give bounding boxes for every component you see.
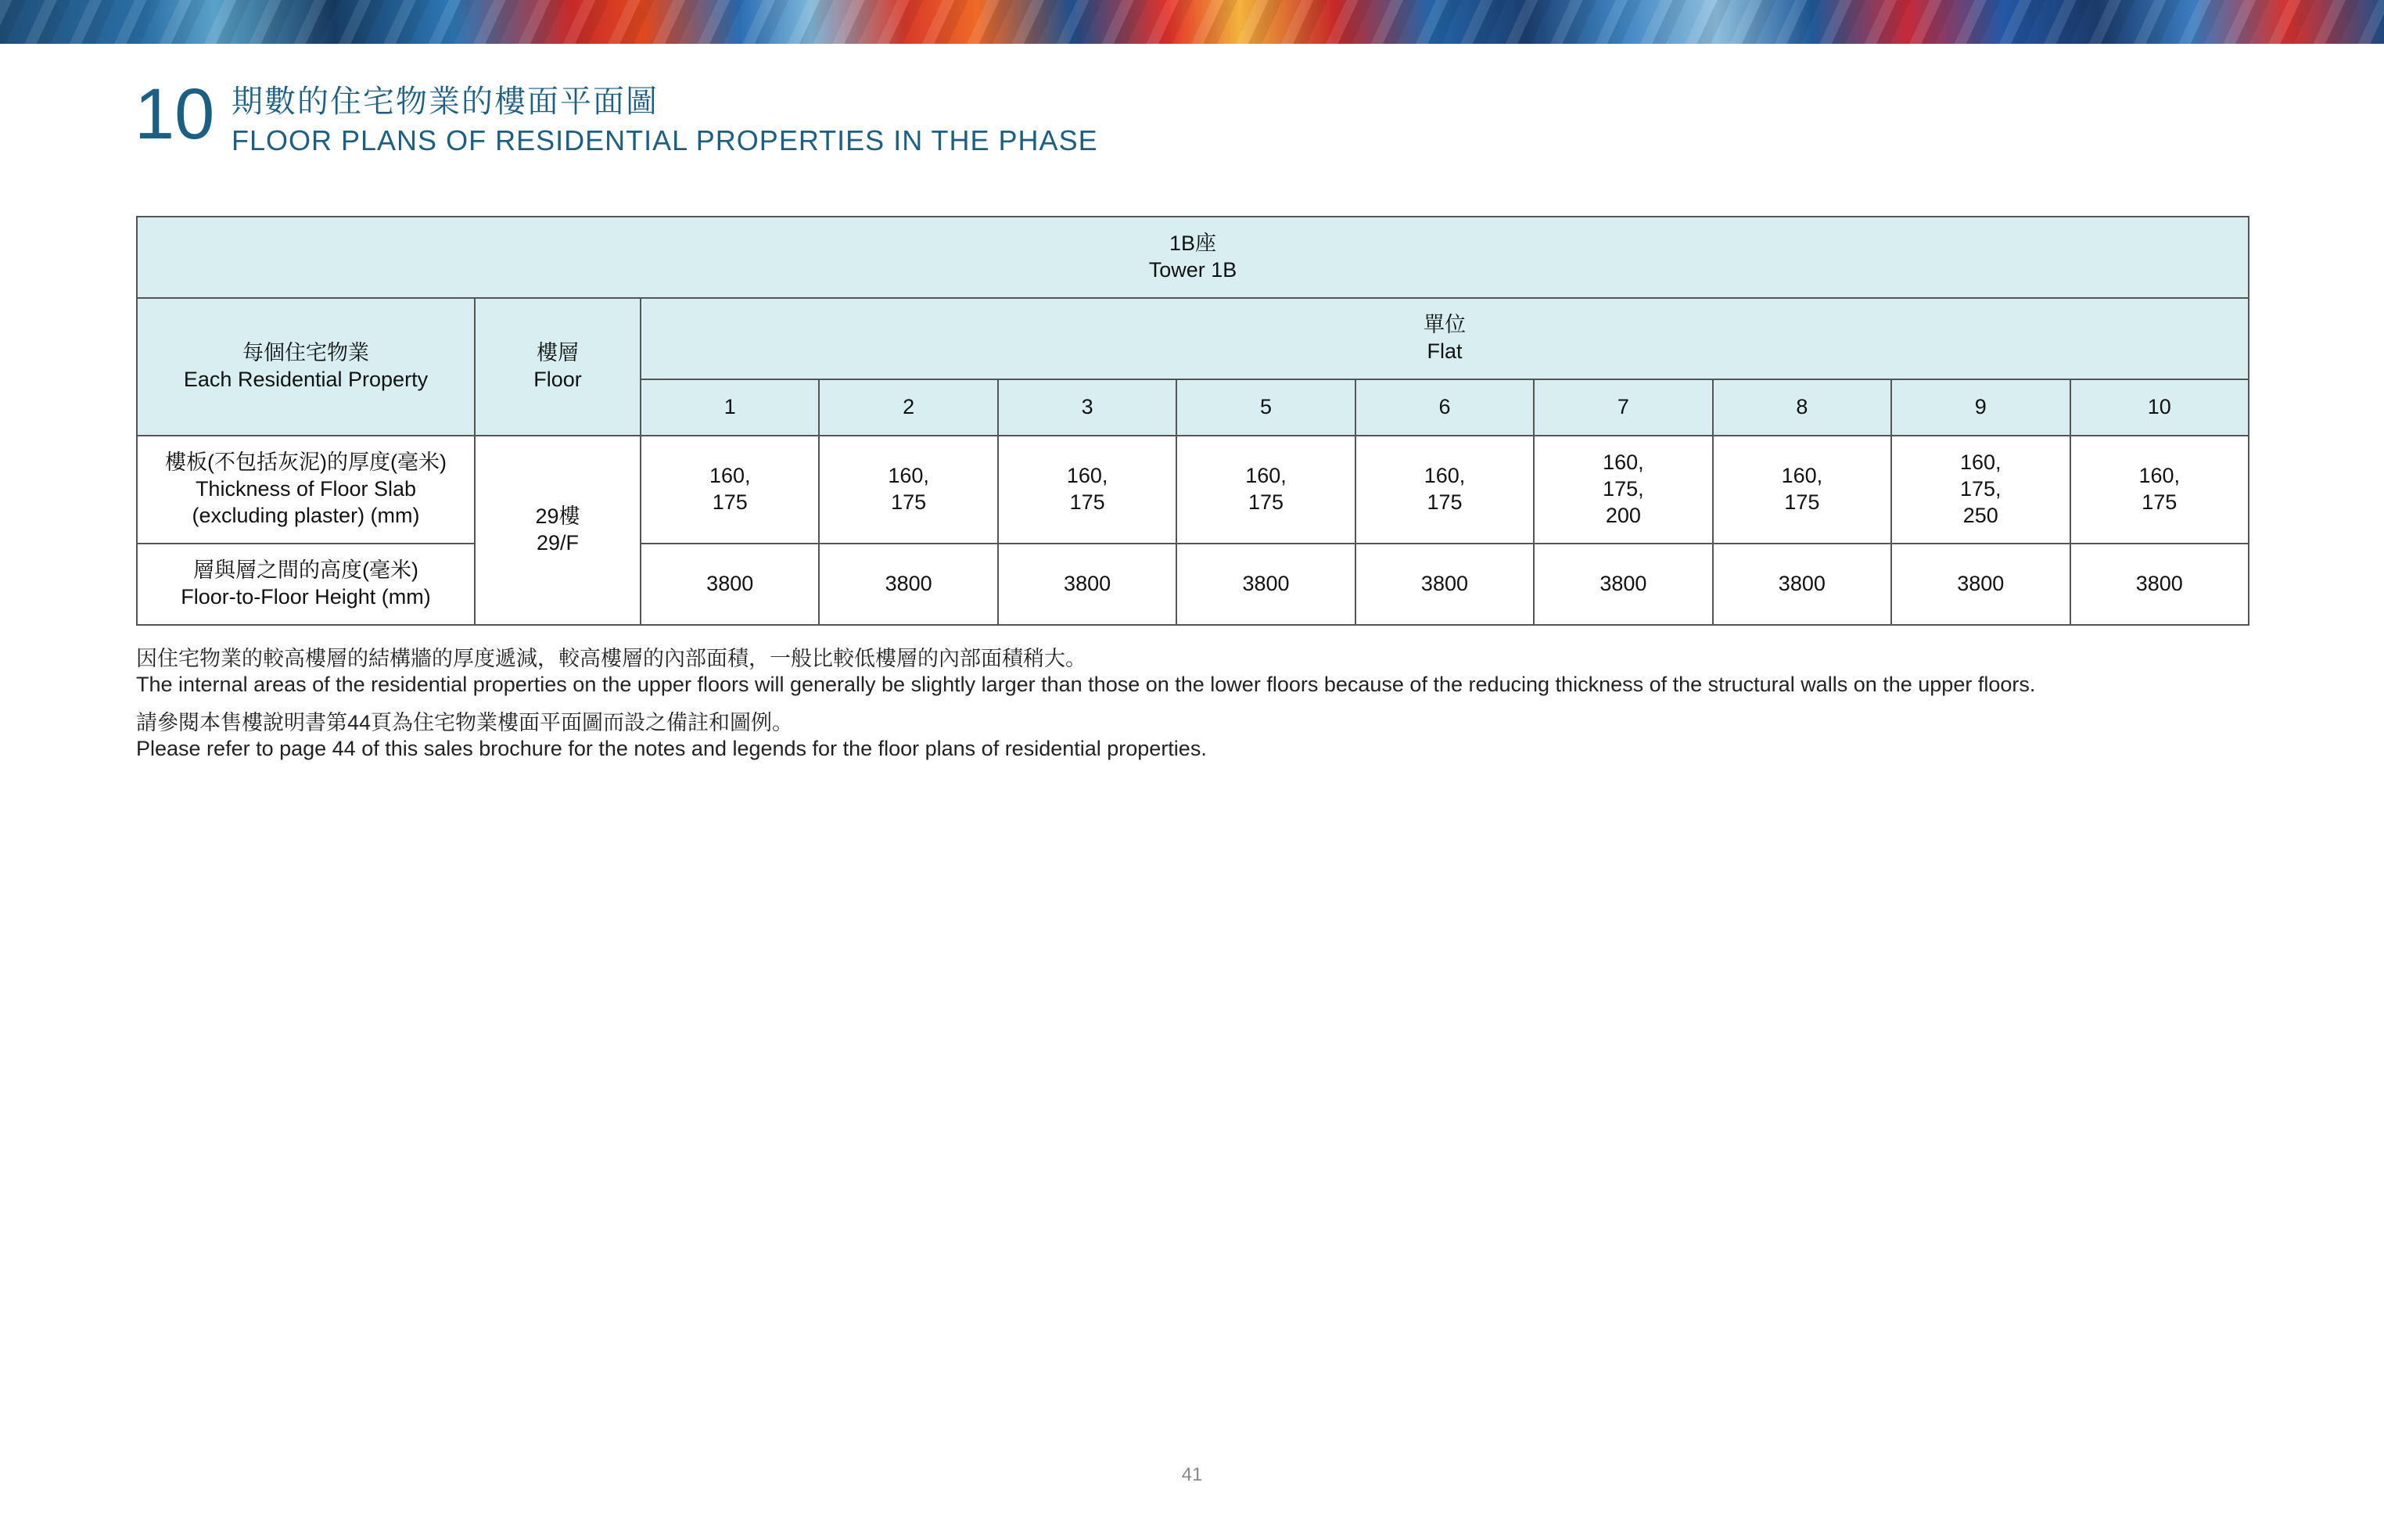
note-refer-page-en: Please refer to page 44 of this sales brochure for the notes and legends for the floor plans of residential properties.	[136, 737, 1207, 760]
property-header-zh: 每個住宅物業	[242, 341, 369, 365]
floor-height-label	[137, 544, 475, 625]
flat-header-cell	[641, 298, 2249, 379]
slab-thickness-label-en2: (excluding plaster) (mm)	[192, 503, 420, 527]
floor-height-cell: 3800	[641, 544, 819, 625]
flat-number-cell: 3	[998, 379, 1176, 436]
value-line: 200	[1605, 503, 1641, 527]
tower-label-en: Tower 1B	[1148, 258, 1237, 282]
note-refer-page-zh: 請參閱本售樓說明書第44頁為住宅物業樓面平面圖而設之備註和圖例。	[136, 711, 794, 734]
section-title-zh: 期數的住宅物業的樓面平面圖	[232, 84, 659, 119]
flat-number-cell: 2	[819, 379, 997, 436]
value-line: 160,	[1424, 464, 1466, 488]
floor-height-label-en: Floor-to-Floor Height (mm)	[181, 585, 431, 608]
value-line: 160,	[1603, 451, 1644, 475]
tower-header-cell	[137, 217, 2249, 298]
flat-number-cell: 8	[1713, 379, 1891, 436]
slab-thickness-label-en1: Thickness of Floor Slab	[195, 477, 417, 501]
floor-height-cell: 3800	[1355, 544, 1534, 625]
value-line: 250	[1962, 503, 1998, 527]
flat-number-cell: 10	[2070, 379, 2249, 436]
floor-height-cell: 3800	[1713, 544, 1891, 625]
slab-thickness-cell	[1355, 436, 1534, 544]
slab-thickness-row	[137, 436, 2249, 544]
value-line: 160,	[1781, 464, 1823, 488]
flat-number-cell: 7	[1534, 379, 1712, 436]
value-line: 160,	[1960, 451, 2002, 475]
floor-height-cell: 3800	[1176, 544, 1355, 625]
floor-header-zh: 樓層	[537, 341, 579, 365]
column-header-row	[137, 298, 2249, 379]
property-header-cell	[137, 298, 475, 436]
tower-header-row	[137, 217, 2249, 298]
section-title-en: FLOOR PLANS OF RESIDENTIAL PROPERTIES IN THE PHASE	[232, 124, 1098, 156]
flat-number-cell: 6	[1355, 379, 1534, 436]
tower-label-zh: 1B座	[1169, 232, 1217, 256]
value-line: 175	[2142, 490, 2178, 514]
floor-height-cell: 3800	[1534, 544, 1712, 625]
property-header-en: Each Residential Property	[183, 368, 429, 391]
value-line: 175	[891, 490, 927, 514]
slab-thickness-cell	[1891, 436, 2070, 544]
flat-number-cell: 1	[641, 379, 819, 436]
value-line: 175	[1069, 490, 1105, 514]
notes-block	[136, 646, 2295, 774]
note-internal-areas	[136, 646, 2295, 698]
slab-thickness-cell	[641, 436, 819, 544]
page-number: 41	[1181, 1464, 1203, 1485]
section-number: 10	[135, 74, 215, 154]
floor-height-cell: 3800	[998, 544, 1176, 625]
floor-height-row	[137, 544, 2249, 625]
note-refer-page	[136, 710, 2295, 762]
floor-plan-spec-table	[136, 216, 2249, 626]
value-line: 175	[1248, 490, 1284, 514]
floor-value-zh: 29樓	[535, 504, 580, 529]
value-line: 175	[1784, 490, 1820, 514]
value-line: 160,	[888, 464, 929, 488]
slab-thickness-label	[137, 436, 475, 544]
floor-header-en: Floor	[533, 368, 582, 391]
slab-thickness-cell	[1534, 436, 1712, 544]
flat-number-cell: 5	[1176, 379, 1355, 436]
slab-thickness-cell	[819, 436, 997, 544]
value-line: 175	[712, 490, 748, 514]
note-internal-areas-en: The internal areas of the residential properties on the upper floors will generally be slightly larger than those on the lower floors because of the reducing thickness of the structural walls on the upper floors.	[136, 673, 2036, 696]
value-line: 160,	[2138, 464, 2181, 488]
floor-value-cell	[475, 436, 641, 625]
floor-height-cell: 3800	[2070, 544, 2249, 625]
flat-header-en: Flat	[1427, 339, 1463, 363]
flat-number-cell: 9	[1891, 379, 2070, 436]
floor-header-cell	[475, 298, 641, 436]
decorative-banner	[0, 0, 2384, 44]
value-line: 175	[1427, 490, 1463, 514]
slab-thickness-cell	[1713, 436, 1891, 544]
floor-height-label-zh: 層與層之間的高度(毫米)	[193, 558, 418, 583]
value-line: 175,	[1960, 477, 2002, 501]
value-line: 175,	[1603, 477, 1644, 501]
value-line: 160,	[1245, 464, 1287, 488]
value-line: 160,	[709, 464, 751, 488]
slab-thickness-label-zh: 樓板(不包括灰泥)的厚度(毫米)	[165, 451, 447, 475]
slab-thickness-cell	[998, 436, 1176, 544]
slab-thickness-cell	[2070, 436, 2249, 544]
floor-height-cell: 3800	[1891, 544, 2070, 625]
value-line: 160,	[1066, 464, 1108, 488]
flat-header-zh: 單位	[1424, 313, 1466, 337]
slab-thickness-cell	[1176, 436, 1355, 544]
note-internal-areas-zh: 因住宅物業的較高樓層的結構牆的厚度遞減，較高樓層的內部面積，一般比較低樓層的內部面積稍大。	[136, 647, 1086, 670]
floor-value-en: 29/F	[536, 531, 580, 555]
floor-height-cell: 3800	[819, 544, 997, 625]
